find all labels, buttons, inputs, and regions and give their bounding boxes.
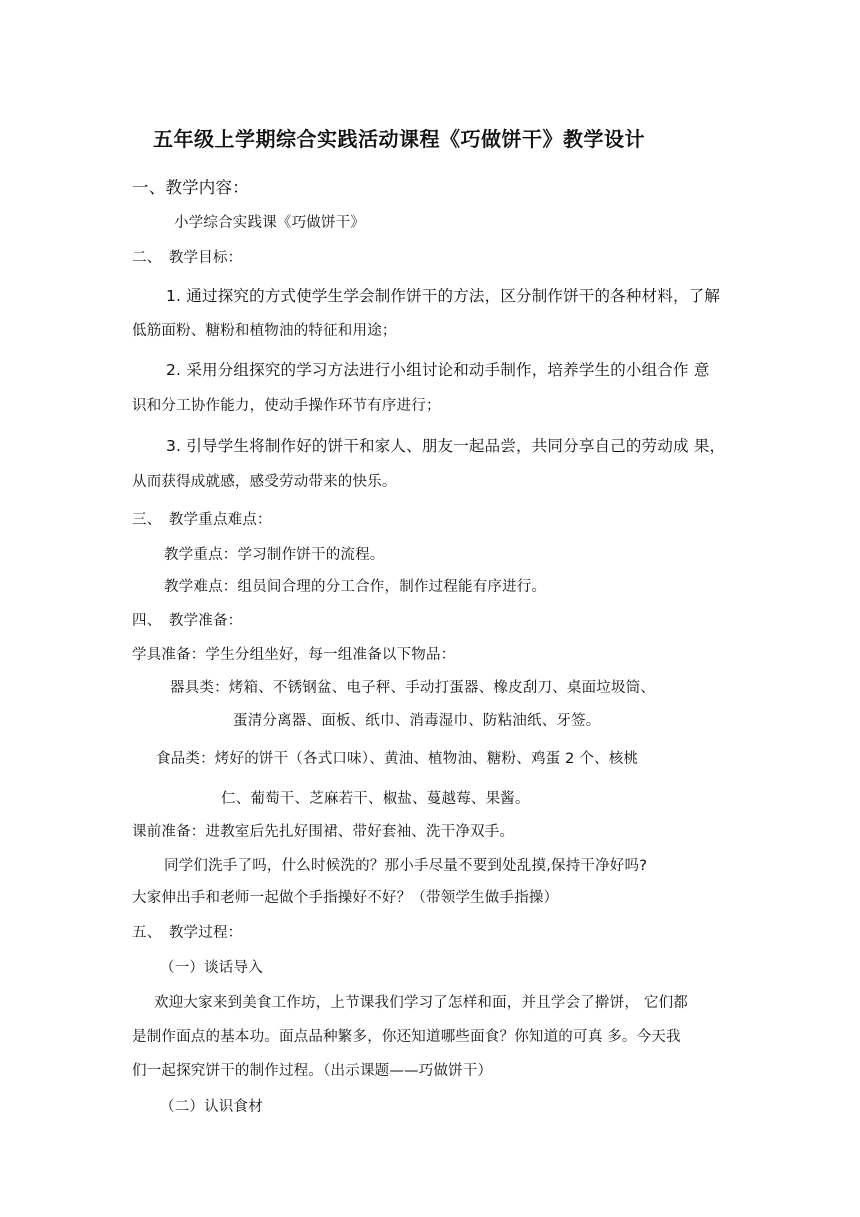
goal-1-line-1: 1. 通过探究的方式使学生学会制作饼干的方法，区分制作饼干的各种材料，了解 (166, 287, 721, 305)
goal-3-line-2: 从而获得成就感，感受劳动带来的快乐。 (132, 474, 397, 490)
part-1-para-line-3: 们一起探究饼干的制作过程。（出示课题——巧做饼干） (132, 1063, 493, 1079)
question-1: 同学们洗手了吗，什么时候洗的？那小手尽量不要到处乱摸,保持干净好吗? (164, 858, 648, 874)
section-1-text: 小学综合实践课《巧做饼干》 (174, 215, 366, 231)
part-1-heading: （一）谈话导入 (160, 960, 263, 976)
food-line-2: 仁、葡萄干、芝麻若干、椒盐、蔓越莓、果酱。 (221, 791, 530, 807)
goal-3-line-1: 3. 引导学生将制作好的饼干和家人、朋友一起品尝，共同分享自己的劳动成 果， (166, 437, 726, 455)
teaching-key-point: 教学重点：学习制作饼干的流程。 (164, 547, 385, 563)
section-3-heading: 三、 教学重点难点： (132, 512, 272, 528)
section-2-heading: 二、 教学目标： (132, 250, 243, 266)
section-1-heading: 一、教学内容： (132, 178, 249, 197)
food-line-1: 食品类：烤好的饼干（各式口味）、黄油、植物油、糖粉、鸡蛋 2 个、核桃 (156, 751, 639, 767)
section-5-heading: 五、 教学过程： (132, 925, 243, 941)
goal-2-line-1: 2. 采用分组探究的学习方法进行小组讨论和动手制作，培养学生的小组合作 意 (166, 361, 710, 379)
pre-class-preparation: 课前准备：进教室后先扎好围裙、带好套袖、洗干净双手。 (132, 824, 515, 840)
document-title: 五年级上学期综合实践活动课程《巧做饼干》教学设计 (153, 127, 645, 151)
goal-1-line-2: 低筋面粉、糖粉和植物油的特征和用途； (132, 323, 397, 339)
question-2: 大家伸出手和老师一起做个手指操好不好？（带领学生做手指操） (132, 890, 559, 906)
section-4-heading: 四、 教学准备： (132, 613, 243, 629)
utensils-line-2: 蛋清分离器、面板、纸巾、消毒湿巾、防粘油纸、牙签。 (233, 713, 601, 729)
goal-2-line-2: 识和分工协作能力，使动手操作环节有序进行； (132, 398, 441, 414)
tools-intro: 学具准备：学生分组坐好，每一组准备以下物品： (132, 647, 456, 663)
teaching-difficulty: 教学难点：组员间合理的分工合作，制作过程能有序进行。 (164, 579, 547, 595)
part-1-para-line-2: 是制作面点的基本功。面点品种繁多，你还知道哪些面食？你知道的可真 多。今天我 (132, 1029, 681, 1045)
utensils-line-1: 器具类：烤箱、不锈钢盆、电子秤、手动打蛋器、橡皮刮刀、桌面垃圾筒、 (170, 680, 656, 696)
part-1-para-line-1: 欢迎大家来到美食工作坊，上节课我们学习了怎样和面，并且学会了擀饼， 它们都 (154, 995, 689, 1011)
part-2-heading: （二）认识食材 (160, 1099, 263, 1115)
